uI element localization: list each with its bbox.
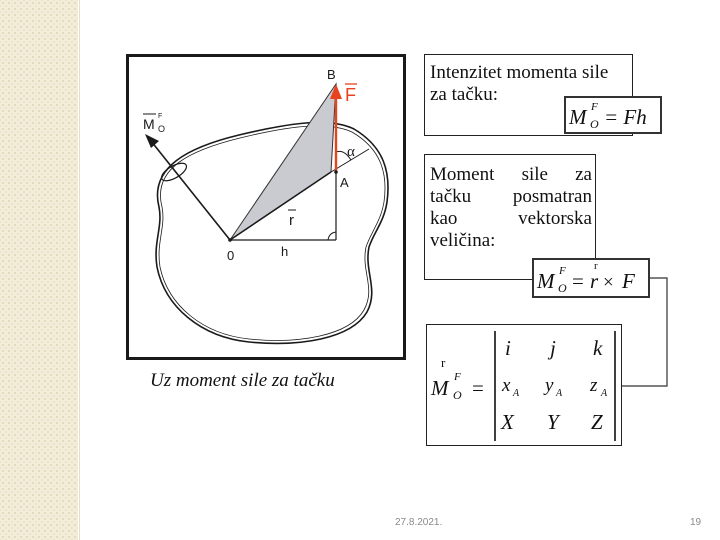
decorative-side-strip <box>0 0 78 540</box>
vformula-f: F <box>622 269 635 293</box>
formula-rhs: = Fh <box>604 105 647 129</box>
moment-arrowhead <box>145 134 159 148</box>
det-r2c1: x <box>502 375 511 396</box>
det-r2c3-sub: A <box>601 388 608 399</box>
vformula-r: r <box>590 269 599 293</box>
vformula-sub: O <box>558 281 567 295</box>
vector-text-line1: Moment sile za <box>430 164 592 185</box>
vector-formula-svg <box>534 260 648 296</box>
label-radius: r <box>289 212 294 229</box>
vector-text-line3: kao vektorska <box>430 208 592 229</box>
det-r3c2: Y <box>547 410 559 434</box>
det-r3c3: Z <box>591 410 603 434</box>
formula-m: M <box>569 105 587 129</box>
det-r3c1: X <box>501 410 514 434</box>
vformula-cross: × <box>603 272 614 293</box>
intensity-text: Intenzitet momenta sile za tačku: <box>430 62 609 105</box>
label-origin: 0 <box>227 248 235 263</box>
vector-text-line2: tačku posmatran <box>430 186 592 207</box>
label-moment-sub: O <box>158 124 166 134</box>
slide-date: 27.8.2021. <box>395 517 443 528</box>
intensity-formula-svg <box>566 98 660 132</box>
label-angle: α <box>347 144 355 160</box>
moment-figure <box>126 54 406 360</box>
label-force: F <box>345 85 356 105</box>
label-point-b: B <box>327 67 336 82</box>
origin-point <box>228 238 232 242</box>
vformula-sup: F <box>559 265 566 277</box>
det-r1c1: i <box>505 336 511 360</box>
strip-divider <box>79 0 80 540</box>
det-r2c2-sub: A <box>556 388 563 399</box>
moment-triangle <box>230 84 336 240</box>
formula-sup: F <box>591 101 598 113</box>
figure-caption: Uz moment sile za tačku <box>150 370 335 391</box>
label-arm: h <box>281 244 289 259</box>
det-r2c3: z <box>590 375 598 396</box>
label-point-a: A <box>340 175 349 190</box>
moment-diagram <box>129 57 403 357</box>
det-r1c2: j <box>550 336 556 360</box>
det-r2c2: y <box>545 375 554 396</box>
determinant-box <box>426 324 622 446</box>
det-m: M <box>431 376 449 400</box>
label-moment-sup: F <box>158 113 163 120</box>
formula-sub: O <box>590 117 599 131</box>
moment-vector <box>151 141 230 240</box>
vformula-m: M <box>537 269 555 293</box>
intensity-formula <box>564 96 662 134</box>
determinant-svg <box>427 325 621 445</box>
vformula-mark: r <box>594 260 598 272</box>
label-moment: M <box>143 116 155 132</box>
right-angle-mark <box>328 232 336 240</box>
vector-formula <box>532 258 650 298</box>
vformula-eq: = <box>572 269 584 293</box>
det-mark: r <box>441 355 446 370</box>
det-sup: F <box>454 371 461 383</box>
det-r2c1-sub: A <box>513 388 520 399</box>
slide-page-number: 19 <box>690 517 702 528</box>
det-eq: = <box>472 376 484 400</box>
vector-text-line4: veličina: <box>430 230 496 251</box>
det-sub: O <box>453 388 462 402</box>
det-r1c3: k <box>593 336 603 360</box>
vector-text <box>430 164 592 252</box>
point-a <box>334 170 338 174</box>
